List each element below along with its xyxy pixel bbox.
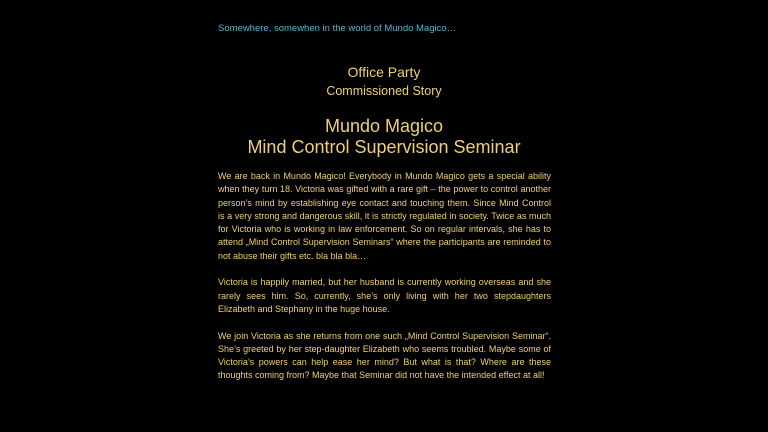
story-body	[218, 170, 551, 383]
title-mundo-magico: Mundo Magico	[324, 116, 444, 136]
story-paragraph: We join Victoria as she returns from one such „Mind Control Supervision Seminar“. She’s greeted by her step-daughter Elizabeth who seems troubled. Maybe some of Victoria’s powers can help ease her mind? But what is that? Where are these thoughts coming from? Maybe that Seminar did not have the intended effect at all!	[218, 330, 551, 381]
subtitle-commissioned-story: Commissioned Story	[326, 84, 442, 98]
title-seminar: Mind Control Supervision Seminar	[247, 137, 521, 157]
intro-line: Somewhere, somewhen in the world of Mundo Magico…	[218, 23, 457, 34]
story-paragraph: Victoria is happily married, but her husband is currently working overseas and she rarely sees him. So, currently, she’s only living with her two stepdaughters Elizabeth and Stephany in the huge house.	[218, 277, 551, 314]
story-paragraph: We are back in Mundo Magico! Everybody in Mundo Magico gets a special ability when they turn 18. Victoria was gifted with a rare gift – the power to control another person’s mind by establishing eye contact and touching them. Since Mind Control is a very strong and dangerous skill, it is strictly regulated in society. Twice as much for Victoria who is working in law enforcement. So on regular intervals, she has to attend „Mind Control Supervision Seminars“ where the participants are reminded to not abuse their gifts etc. bla bla bla…	[218, 171, 551, 261]
title-office-party: Office Party	[347, 64, 421, 80]
